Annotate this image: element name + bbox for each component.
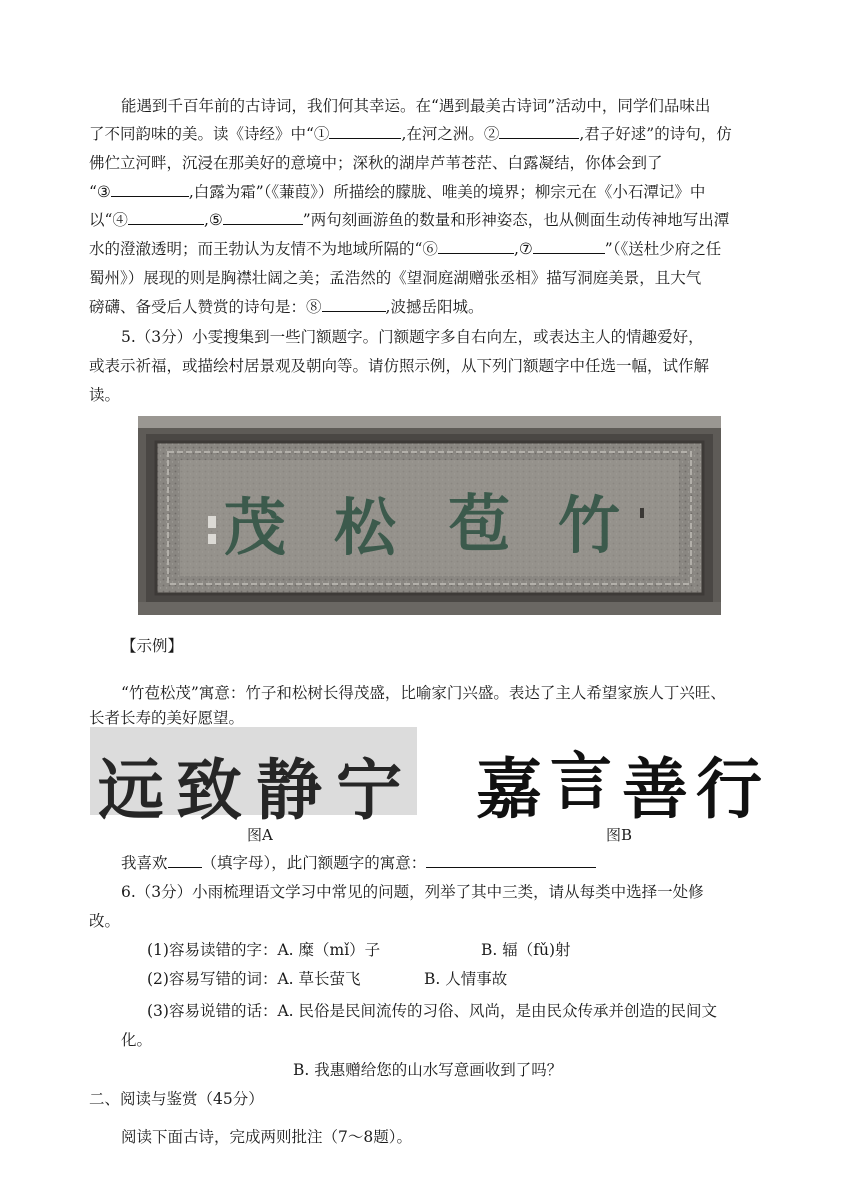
q6-item2-b: B. 人情事故 — [424, 970, 508, 988]
q6-item3-b: 化。 — [121, 1031, 153, 1049]
q5-line2: 或表示祈福，或描绘村居景观及朝向等。请仿照示例，从下列门额题字中任选一幅，试作解 — [89, 357, 710, 375]
q6-line1: 6.（3分）小雨梳理语文学习中常见的问题，列举了其中三类，请从每类中选择一处修 — [121, 883, 704, 901]
q6-item3-a: (3)容易说错的话：A. 民俗是民间流传的习俗、风尚，是由民众传承并创造的民间文 — [147, 1002, 718, 1020]
q6-item2-a: (2)容易写错的词：A. 草长萤飞 — [147, 970, 361, 988]
example-label: 【示例】 — [121, 637, 184, 655]
para4-line5: 以“④ ,⑤ ”两句刻画游鱼的数量和形神姿态，也从侧面生动传神地写出潭 — [89, 211, 730, 229]
para4-line7: 蜀州》）展现的则是胸襟壮阔之美；孟浩然的《望洞庭湖赠张丞相》描写洞庭美景，且大气 — [89, 269, 702, 287]
answer-line: 我喜欢 （填字母），此门额题字的寓意： — [121, 853, 596, 873]
para4-line4: “③ ,白露为霜”（《蒹葭》）所描绘的朦胧、唯美的境界；柳宗元在《小石潭记》中 — [89, 183, 706, 201]
plaque-char-1: 茂 — [224, 491, 287, 564]
figure-a-image — [90, 727, 417, 829]
figA-char-1: 远 — [98, 751, 164, 829]
para4-line8: 磅礴、备受后人赞赏的诗句是：⑧ ,波撼岳阳城。 — [89, 298, 484, 316]
figure-a-caption: 图A — [247, 826, 273, 844]
plaque-photo — [138, 416, 721, 615]
blank-7[interactable] — [533, 239, 605, 254]
figA-char-4: 宁 — [336, 751, 402, 829]
q6-item3-c: B. 我惠赠给您的山水写意画收到了吗？ — [293, 1061, 563, 1079]
q5-line3: 读。 — [89, 386, 121, 404]
figB-char-1: 嘉 — [476, 750, 542, 828]
example-line2: 长者长寿的美好愿望。 — [89, 709, 245, 727]
figure-b-image — [470, 722, 776, 828]
blank-1[interactable] — [329, 124, 401, 139]
figB-char-4: 行 — [696, 750, 762, 828]
q6-line2: 改。 — [89, 912, 121, 930]
para4-line3: 佛伫立河畔，沉浸在那美好的意境中；深秋的湖岸芦苇苍茫、白露凝结，你体会到了 — [89, 154, 663, 172]
para4-line2: 了不同韵味的美。读《诗经》中“① ,在河之洲。② ,君子好逑”的诗句，仿 — [89, 125, 732, 143]
answer-letter-blank[interactable] — [168, 853, 202, 868]
blank-2[interactable] — [499, 124, 579, 139]
plaque-char-3: 苞 — [448, 487, 511, 560]
para4-line1: 能遇到千百年前的古诗词，我们何其幸运。在“遇到最美古诗词”活动中，同学们品味出 — [121, 97, 711, 115]
figB-char-2: 言 — [550, 745, 613, 818]
blank-5[interactable] — [223, 210, 303, 225]
para4-line6: 水的澄澈透明；而王勃认为友情不为地域所隔的“⑥ ,⑦ ”（《送杜少府之任 — [89, 240, 722, 258]
blank-3[interactable] — [111, 182, 189, 197]
q6-item1-b: B. 辐（fǔ)射 — [481, 941, 571, 959]
plaque-char-2: 松 — [334, 491, 397, 564]
figB-char-3: 善 — [622, 750, 688, 828]
blank-8[interactable] — [322, 297, 386, 312]
blank-6[interactable] — [438, 239, 514, 254]
figure-b-caption: 图B — [606, 826, 633, 844]
blank-4[interactable] — [128, 210, 204, 225]
q6-item1-a: (1)容易读错的字：A. 糜（mǐ）子 — [147, 941, 381, 959]
figA-char-3: 静 — [256, 751, 322, 829]
section2-heading: 二、阅读与鉴赏（45分） — [89, 1090, 264, 1108]
example-line1: “竹苞松茂”寓意：竹子和松树长得茂盛，比喻家门兴盛。表达了主人希望家族人丁兴旺、 — [121, 684, 726, 702]
answer-meaning-blank[interactable] — [426, 853, 596, 868]
q5-line1: 5.（3分）小雯搜集到一些门额题字。门额题字多自右向左，或表达主人的情趣爱好， — [121, 328, 704, 346]
section2-intro: 阅读下面古诗，完成两则批注（7～8题）。 — [121, 1128, 412, 1146]
plaque-char-4: 竹 — [558, 489, 621, 562]
figA-char-2: 致 — [176, 751, 242, 829]
